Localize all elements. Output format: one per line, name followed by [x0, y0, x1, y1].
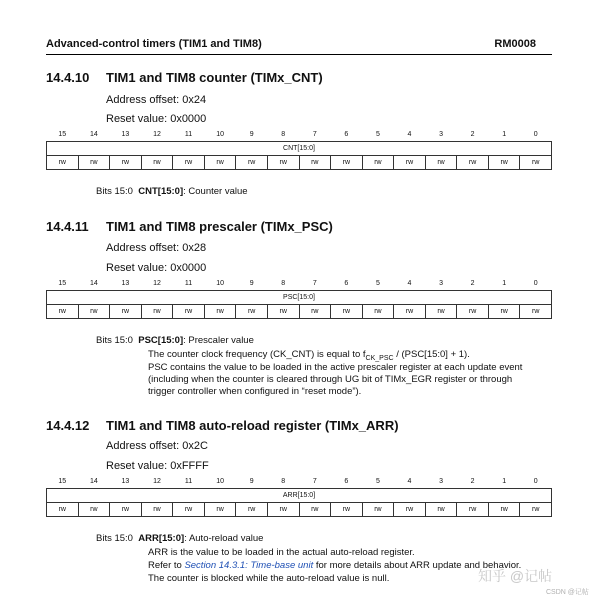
bit-number: 9 [249, 131, 254, 138]
access-cell: rw [362, 503, 394, 517]
desc-line: (including when the counter is cleared through UG bit of TIMx_EGR register or through [148, 374, 513, 385]
bit-numbers-row [47, 475, 552, 489]
access-cell: rw [267, 503, 299, 517]
address-offset: Address offset: 0x28 [106, 242, 207, 254]
bit-number: 11 [184, 478, 193, 485]
field-row [47, 489, 552, 503]
access-cell: rw [173, 305, 205, 319]
access-cell: rw [141, 156, 173, 170]
bit-range: Bits 15:0 [96, 186, 133, 197]
bit-number: 8 [281, 131, 286, 138]
bit-summary: : Counter value [183, 186, 248, 197]
access-cell: rw [520, 156, 552, 170]
access-cell: rw [236, 503, 268, 517]
access-cell: rw [267, 305, 299, 319]
bit-number: 6 [344, 280, 349, 287]
desc-line: PSC contains the value to be loaded in the active prescaler register at each update event [148, 362, 523, 373]
access-row [47, 305, 552, 319]
bit-number: 14 [89, 131, 98, 138]
access-cell: rw [141, 305, 173, 319]
bit-number: 15 [58, 280, 67, 287]
access-cell: rw [425, 305, 457, 319]
section-title: TIM1 and TIM8 prescaler (TIMx_PSC) [106, 219, 333, 234]
access-cell: rw [425, 156, 457, 170]
header-doc-id: RM0008 [494, 38, 536, 50]
access-cell: rw [488, 305, 520, 319]
bit-field-name: PSC[15:0] [138, 335, 184, 346]
bit-number: 10 [216, 131, 224, 138]
address-offset: Address offset: 0x24 [106, 94, 207, 106]
watermark: 知乎 @记帖 [478, 568, 553, 584]
bit-numbers-row [47, 277, 552, 291]
bit-number: 2 [470, 478, 475, 485]
section-number: 14.4.11 [46, 219, 89, 234]
bit-number: 1 [502, 131, 507, 138]
bit-summary: : Auto-reload value [184, 533, 264, 544]
access-cell: rw [488, 503, 520, 517]
reset-value: Reset value: 0xFFFF [106, 460, 209, 472]
bit-field-name: ARR[15:0] [138, 533, 185, 544]
access-cell: rw [141, 503, 173, 517]
bit-number: 7 [312, 131, 317, 138]
bit-number: 2 [470, 131, 475, 138]
access-cell: rw [299, 156, 331, 170]
bit-range: Bits 15:0 [96, 533, 133, 544]
header-rule [46, 54, 552, 55]
field-row [47, 291, 552, 305]
freq-suffix: / (PSC[15:0] + 1). [393, 349, 470, 360]
bit-number: 7 [312, 478, 317, 485]
reset-value: Reset value: 0x0000 [106, 262, 207, 274]
bit-number: 14 [89, 280, 98, 287]
bit-number: 10 [216, 478, 224, 485]
register-table [46, 277, 552, 319]
bit-number: 6 [344, 131, 349, 138]
bit-number: 1 [502, 280, 507, 287]
bit-number: 0 [533, 478, 538, 485]
bit-number: 15 [58, 131, 67, 138]
access-row [47, 503, 552, 517]
header-title: Advanced-control timers (TIM1 and TIM8) [46, 38, 262, 50]
bit-number: 8 [281, 478, 286, 485]
bit-number: 5 [375, 131, 380, 138]
desc-line: trigger controller when configured in “reset mode”). [148, 386, 362, 397]
access-cell: rw [204, 156, 236, 170]
access-cell: rw [204, 305, 236, 319]
field-name: ARR[15:0] [47, 489, 552, 503]
access-cell: rw [47, 156, 79, 170]
access-cell: rw [457, 305, 489, 319]
bit-number: 5 [375, 280, 380, 287]
access-cell: rw [47, 305, 79, 319]
access-cell: rw [78, 156, 110, 170]
bit-number: 3 [439, 131, 443, 138]
bit-number: 14 [89, 478, 98, 485]
bit-number: 2 [470, 280, 475, 287]
access-cell: rw [488, 156, 520, 170]
bit-number: 11 [184, 131, 193, 138]
access-cell: rw [78, 503, 110, 517]
bit-numbers-row [47, 128, 552, 142]
bit-number: 13 [121, 131, 130, 138]
refer-suffix: for more details about ARR update and behavior. [313, 560, 522, 571]
field-name: CNT[15:0] [47, 142, 552, 156]
access-cell: rw [110, 156, 142, 170]
desc-line [148, 560, 521, 571]
field-row [47, 142, 552, 156]
bit-summary: : Prescaler value [183, 335, 254, 346]
bit-number: 3 [439, 280, 443, 287]
access-cell: rw [520, 305, 552, 319]
bit-description [96, 335, 254, 346]
access-row [47, 156, 552, 170]
access-cell: rw [204, 503, 236, 517]
access-cell: rw [331, 503, 363, 517]
access-cell: rw [236, 305, 268, 319]
access-cell: rw [299, 305, 331, 319]
access-cell: rw [299, 503, 331, 517]
access-cell: rw [110, 503, 142, 517]
section-number: 14.4.10 [46, 70, 90, 85]
access-cell: rw [236, 156, 268, 170]
watermark-sub: CSDN @记帖 [546, 589, 589, 596]
bit-number: 0 [533, 131, 538, 138]
section-link[interactable]: Section 14.3.1: Time-base unit [184, 560, 314, 571]
register-table [46, 128, 552, 170]
access-cell: rw [394, 503, 426, 517]
bit-number: 5 [375, 478, 380, 485]
bit-number: 13 [121, 280, 130, 287]
access-cell: rw [457, 156, 489, 170]
access-cell: rw [78, 305, 110, 319]
access-cell: rw [362, 305, 394, 319]
bit-range: Bits 15:0 [96, 335, 133, 346]
reset-value: Reset value: 0x0000 [106, 113, 207, 125]
freq-subscript: CK_PSC [365, 354, 394, 362]
access-cell: rw [425, 503, 457, 517]
bit-number: 12 [153, 131, 161, 138]
bit-number: 10 [216, 280, 224, 287]
bit-number: 15 [58, 478, 67, 485]
section-title: TIM1 and TIM8 counter (TIMx_CNT) [106, 70, 323, 85]
bit-number: 9 [249, 280, 254, 287]
section-number: 14.4.12 [46, 418, 90, 433]
desc-line: ARR is the value to be loaded in the actual auto-reload register. [148, 547, 415, 558]
bit-description [96, 186, 248, 197]
access-cell: rw [173, 503, 205, 517]
access-cell: rw [457, 503, 489, 517]
desc-line: The counter is blocked while the auto-reload value is null. [148, 573, 390, 584]
freq-prefix: The counter clock frequency (CK_CNT) is equal to f [148, 349, 366, 360]
bit-number: 4 [407, 131, 412, 138]
bit-number: 13 [121, 478, 130, 485]
bit-number: 8 [281, 280, 286, 287]
access-cell: rw [173, 156, 205, 170]
bit-number: 4 [407, 478, 412, 485]
bit-number: 12 [153, 478, 161, 485]
bit-field-name: CNT[15:0] [138, 186, 184, 197]
access-cell: rw [394, 305, 426, 319]
bit-description [96, 533, 263, 544]
bit-number: 3 [439, 478, 443, 485]
access-cell: rw [110, 305, 142, 319]
desc-line [148, 349, 470, 362]
access-cell: rw [362, 156, 394, 170]
register-table [46, 475, 552, 517]
bit-number: 0 [533, 280, 538, 287]
address-offset: Address offset: 0x2C [106, 440, 208, 452]
refer-prefix: Refer to [148, 560, 185, 571]
bit-number: 6 [344, 478, 349, 485]
access-cell: rw [520, 503, 552, 517]
bit-number: 9 [249, 478, 254, 485]
bit-number: 4 [407, 280, 412, 287]
section-title: TIM1 and TIM8 auto-reload register (TIMx_ARR) [106, 418, 399, 433]
bit-number: 7 [312, 280, 317, 287]
access-cell: rw [331, 305, 363, 319]
access-cell: rw [267, 156, 299, 170]
bit-number: 12 [153, 280, 161, 287]
bit-number: 11 [184, 280, 193, 287]
access-cell: rw [47, 503, 79, 517]
bit-number: 1 [502, 478, 507, 485]
access-cell: rw [394, 156, 426, 170]
field-name: PSC[15:0] [47, 291, 552, 305]
access-cell: rw [331, 156, 363, 170]
